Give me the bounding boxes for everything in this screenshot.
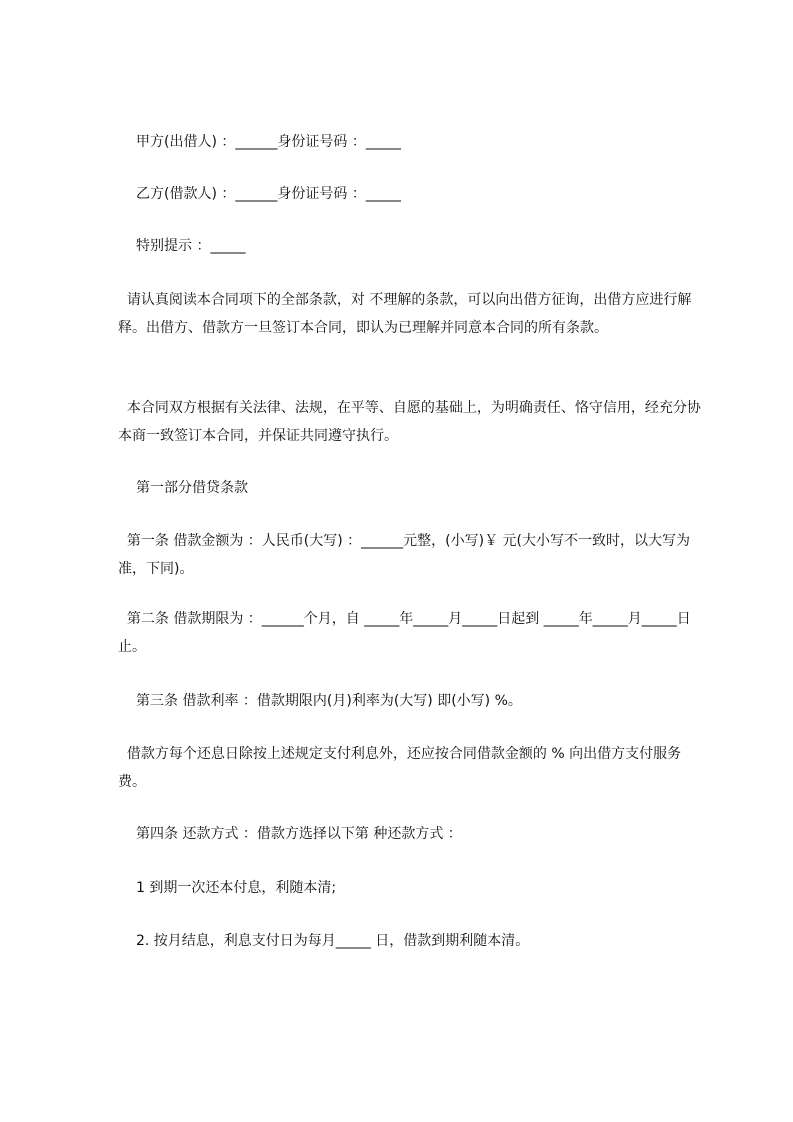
reading-notice-paragraph: 请认真阅读本合同项下的全部条款，对 不理解的条款，可以向出借方征询，出借方应进行解释。出借方、借款方一旦签订本合同，即认为已理解并同意本合同的所有条款。	[118, 292, 692, 336]
repayment-option-1: 1 到期一次还本付息，利随本清;	[136, 880, 337, 896]
service-fee-paragraph: 借款方每个还息日除按上述规定支付利息外，还应按合同借款金额的 % 向出借方支付服务费。	[118, 746, 682, 790]
party-a-line: 甲方(出借人) ：______身份证号码 ：_____	[136, 134, 401, 150]
article-three-paragraph: 第三条 借款利率 ：借款期限内(月)利率为(大写) 即(小写) %。	[136, 693, 522, 709]
party-b-line: 乙方(借款人) ：______身份证号码 ：_____	[136, 186, 401, 202]
section-heading: 第一部分借贷条款	[136, 480, 248, 496]
article-one-paragraph: 第一条 借款金额为 ：人民币(大写) ：______元整，(小写)￥ 元(大小写不一致时，以大写为准，下同)。	[118, 533, 691, 577]
special-notice-line: 特别提示 ：_____	[136, 238, 246, 254]
article-two-paragraph: 第二条 借款期限为 ：______个月，自 _____年_____月_____日起到 _____年_____月_____日止。	[118, 611, 691, 655]
agreement-basis-paragraph: 本合同双方根据有关法律、法规，在平等、自愿的基础上，为明确责任、恪守信用，经充分协本商一致签订本合同，并保证共同遵守执行。	[118, 400, 701, 444]
repayment-option-2: 2. 按月结息，利息支付日为每月_____ 日，借款到期利随本清。	[136, 933, 530, 949]
article-four-paragraph: 第四条 还款方式 ：借款方选择以下第 种还款方式 ：	[136, 826, 462, 842]
